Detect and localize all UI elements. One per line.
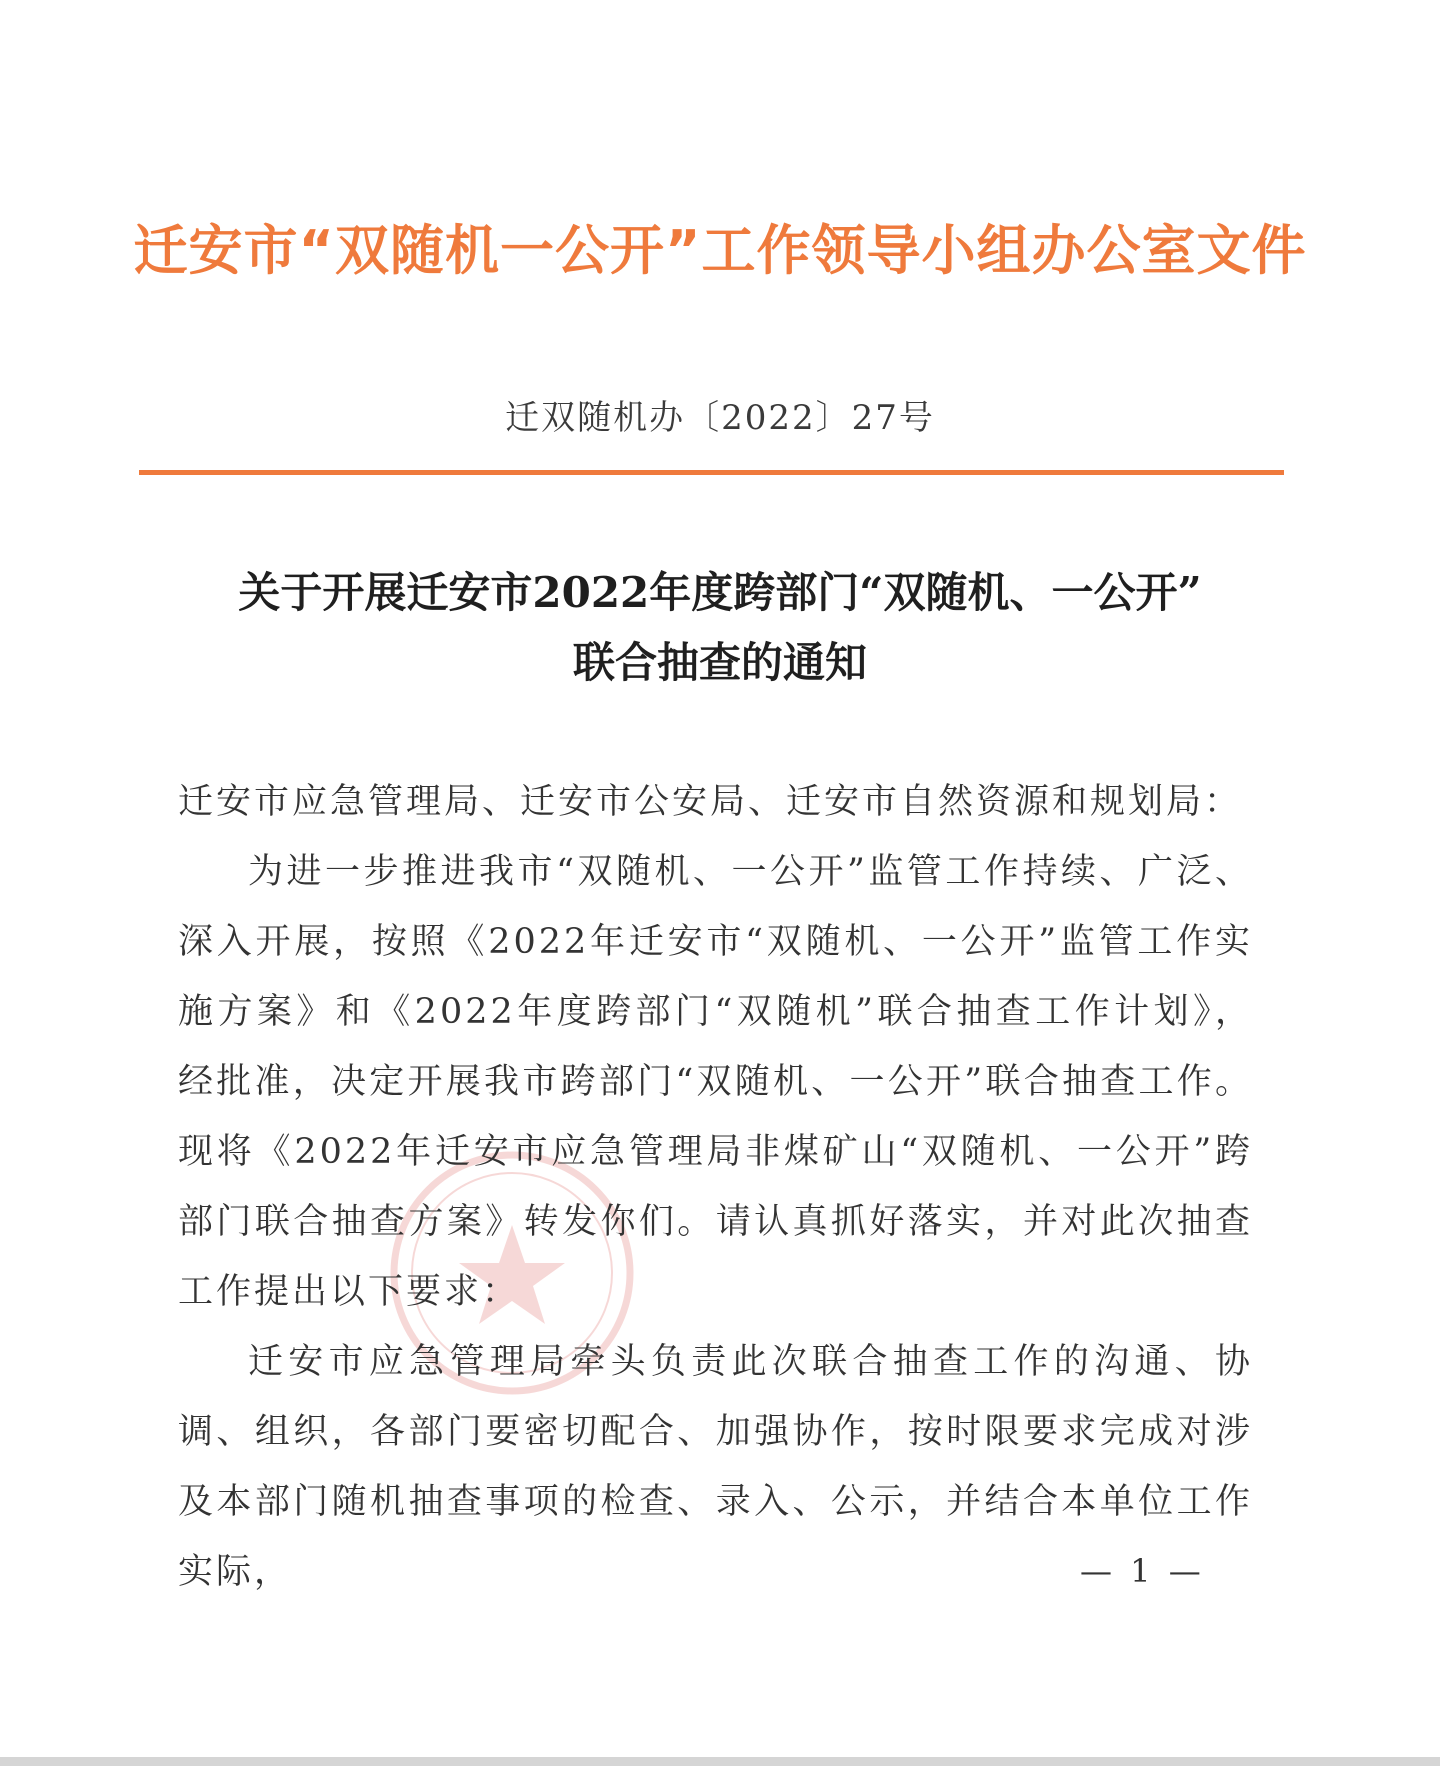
title-line-1: 关于开展迁安市2022年度跨部门“双随机、一公开”: [238, 568, 1202, 617]
body-paragraph-2: 迁安市应急管理局牵头负责此次联合抽查工作的沟通、协调、组织，各部门要密切配合、加强协作，按时限要求完成对涉及本部门随机抽查事项的检查、录入、公示，并结合本单位工作实际，: [178, 1342, 1253, 1592]
addressee-line: 迁安市应急管理局、迁安市公安局、迁安市自然资源和规划局：: [178, 782, 1243, 822]
title-line-2: 联合抽查的通知: [572, 638, 867, 687]
document-title: [0, 558, 1440, 698]
document-body: [178, 767, 1253, 1607]
page-number: — 1 —: [1080, 1552, 1205, 1590]
issuer-header: 迁安市“双随机一公开”工作领导小组办公室文件: [133, 219, 1307, 282]
red-divider-line: [139, 470, 1284, 475]
bottom-edge-bar: [0, 1757, 1440, 1766]
document-number: 迁双随机办〔2022〕27号: [505, 398, 935, 438]
body-paragraph-1: 为进一步推进我市“双随机、一公开”监管工作持续、广泛、深入开展，按照《2022年迁安市“双随机、一公开”监管工作实施方案》和《2022年度跨部门“双随机”联合抽查工作计划》，经批准，决定开展我市跨部门“双随机、一公开”联合抽查工作。现将《2022年迁安市应急管理局非煤矿山“双随机、一公开”跨部门联合抽查方案》转发你们。请认真抓好落实，并对此次抽查工作提出以下要求：: [178, 852, 1253, 1312]
